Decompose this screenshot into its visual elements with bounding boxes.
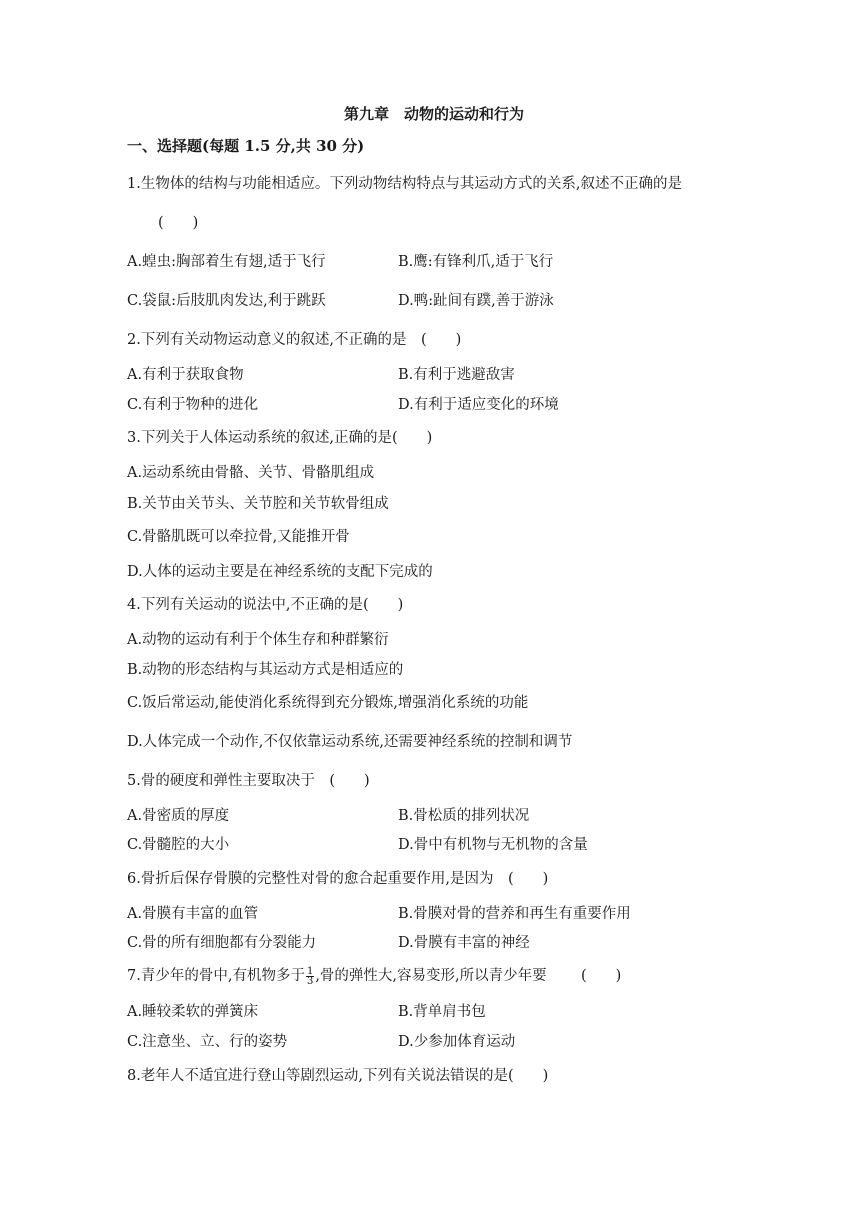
question-3-stem: 3.下列关于人体运动系统的叙述,正确的是( )	[127, 430, 433, 446]
question-7-option-b: B.背单肩书包	[398, 1004, 486, 1020]
question-7-option-a: A.睡较柔软的弹簧床	[127, 1004, 259, 1020]
question-5-option-a: A.骨密质的厚度	[127, 808, 230, 824]
question-2-stem: 2.下列有关动物运动意义的叙述,不正确的是 ( )	[127, 332, 462, 348]
question-6-option-a: A.骨膜有丰富的血管	[127, 906, 259, 922]
chapter-title: 第九章 动物的运动和行为	[344, 105, 525, 123]
question-7-option-c: C.注意坐、立、行的姿势	[127, 1034, 288, 1050]
question-5-stem: 5.骨的硬度和弹性主要取决于 ( )	[127, 773, 370, 789]
question-3-option-d: D.人体的运动主要是在神经系统的支配下完成的	[127, 564, 433, 580]
question-1-option-c: C.袋鼠:后肢肌肉发达,利于跳跃	[127, 293, 326, 309]
question-7-option-d: D.少参加体育运动	[398, 1034, 516, 1050]
question-7-stem-pre: 7.青少年的骨中,有机物多于	[127, 968, 305, 984]
question-1-stem: 1.生物体的结构与功能相适应。下列动物结构特点与其运动方式的关系,叙述不正确的是	[127, 176, 682, 192]
section-heading: 一、选择题(每题 1.5 分,共 30 分)	[127, 137, 365, 155]
question-6-option-c: C.骨的所有细胞都有分裂能力	[127, 935, 317, 951]
question-2-option-a: A.有利于获取食物	[127, 367, 244, 383]
question-7-answer-paren: ( )	[581, 968, 622, 984]
question-3-option-c: C.骨骼肌既可以牵拉骨,又能推开骨	[127, 529, 350, 545]
question-7-stem-post: ,骨的弹性大,容易变形,所以青少年要	[315, 968, 547, 984]
question-3-option-a: A.运动系统由骨骼、关节、骨骼肌组成	[127, 465, 375, 481]
question-6-option-b: B.骨膜对骨的营养和再生有重要作用	[398, 906, 631, 922]
question-5-option-c: C.骨髓腔的大小	[127, 837, 230, 853]
fraction-denominator: 3	[306, 975, 314, 987]
question-4-option-a: A.动物的运动有利于个体生存和种群繁衍	[127, 632, 389, 648]
question-3-option-b: B.关节由关节头、关节腔和关节软骨组成	[127, 496, 389, 512]
question-2-option-b: B.有利于逃避敌害	[398, 367, 515, 383]
one-third-fraction	[306, 967, 314, 986]
question-4-option-c: C.饭后常运动,能使消化系统得到充分锻炼,增强消化系统的功能	[127, 695, 529, 711]
question-6-stem: 6.骨折后保存骨膜的完整性对骨的愈合起重要作用,是因为 ( )	[127, 871, 549, 887]
fraction-numerator: 1	[306, 965, 314, 977]
question-8-stem: 8.老年人不适宜进行登山等剧烈运动,下列有关说法错误的是( )	[127, 1068, 549, 1084]
question-4-option-d: D.人体完成一个动作,不仅依靠运动系统,还需要神经系统的控制和调节	[127, 734, 573, 750]
question-6-option-d: D.骨膜有丰富的神经	[398, 935, 530, 951]
question-4-option-b: B.动物的形态结构与其运动方式是相适应的	[127, 662, 404, 678]
question-2-option-d: D.有利于适应变化的环境	[398, 397, 559, 413]
question-7-stem	[127, 966, 547, 986]
question-1-answer-paren: ( )	[158, 215, 199, 231]
question-1-option-a: A.蝗虫:胸部着生有翅,适于飞行	[127, 254, 326, 270]
question-5-option-b: B.骨松质的排列状况	[398, 808, 530, 824]
question-5-option-d: D.骨中有机物与无机物的含量	[398, 837, 588, 853]
question-1-option-d: D.鸭:趾间有蹼,善于游泳	[398, 293, 554, 309]
question-1-option-b: B.鹰:有锋利爪,适于飞行	[398, 254, 554, 270]
question-2-option-c: C.有利于物种的进化	[127, 397, 259, 413]
question-4-stem: 4.下列有关运动的说法中,不正确的是( )	[127, 597, 404, 613]
